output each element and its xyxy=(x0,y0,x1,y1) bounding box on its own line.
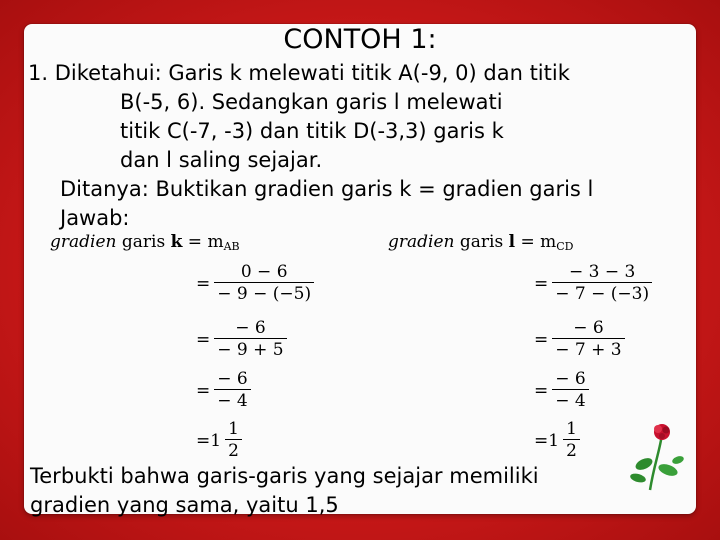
gradient-k-step-1: = $\frac{0 - 6}{- 9 - (-5)}$ xyxy=(196,262,314,305)
gradient-k-definition: gradien garis $k = m_{AB}$ xyxy=(50,232,240,253)
gradient-l-step-2: = $\frac{- 6}{- 7 + 3}$ xyxy=(534,318,625,361)
gradient-l-step-1: = $\frac{- 3 - 3}{- 7 - (-3)}$ xyxy=(534,262,652,305)
conclusion-line-2: gradien yang sama, yaitu 1,5 xyxy=(30,493,339,517)
answer-label: Jawab: xyxy=(60,206,130,230)
gradient-k-result: =1 $\frac{1}{2}$ xyxy=(196,419,242,462)
given-line-3: titik C(-7, -3) dan titik D(-3,3) garis k xyxy=(120,119,504,143)
gradient-l-result: =1 $\frac{1}{2}$ xyxy=(534,419,580,462)
slide-title: CONTOH 1: xyxy=(283,24,437,55)
given-line-2: B(-5, 6). Sedangkan garis l melewati xyxy=(120,90,503,114)
conclusion-line-1: Terbukti bahwa garis-garis yang sejajar memiliki xyxy=(30,464,539,488)
gradient-k-step-3: = $\frac{- 6}{- 4}$ xyxy=(196,369,251,412)
asked-line: Ditanya: Buktikan gradien garis k = gradien garis l xyxy=(60,177,594,201)
gradient-k-step-2: = $\frac{- 6}{- 9 + 5}$ xyxy=(196,318,287,361)
given-line-1: 1. Diketahui: Garis k melewati titik A(-9, 0) dan titik xyxy=(28,61,570,85)
gradient-l-definition: gradien garis $l = m_{CD}$ xyxy=(388,232,574,253)
given-line-4: dan l saling sejajar. xyxy=(120,148,323,172)
rose-icon xyxy=(624,420,694,492)
gradient-l-step-3: = $\frac{- 6}{- 4}$ xyxy=(534,369,589,412)
